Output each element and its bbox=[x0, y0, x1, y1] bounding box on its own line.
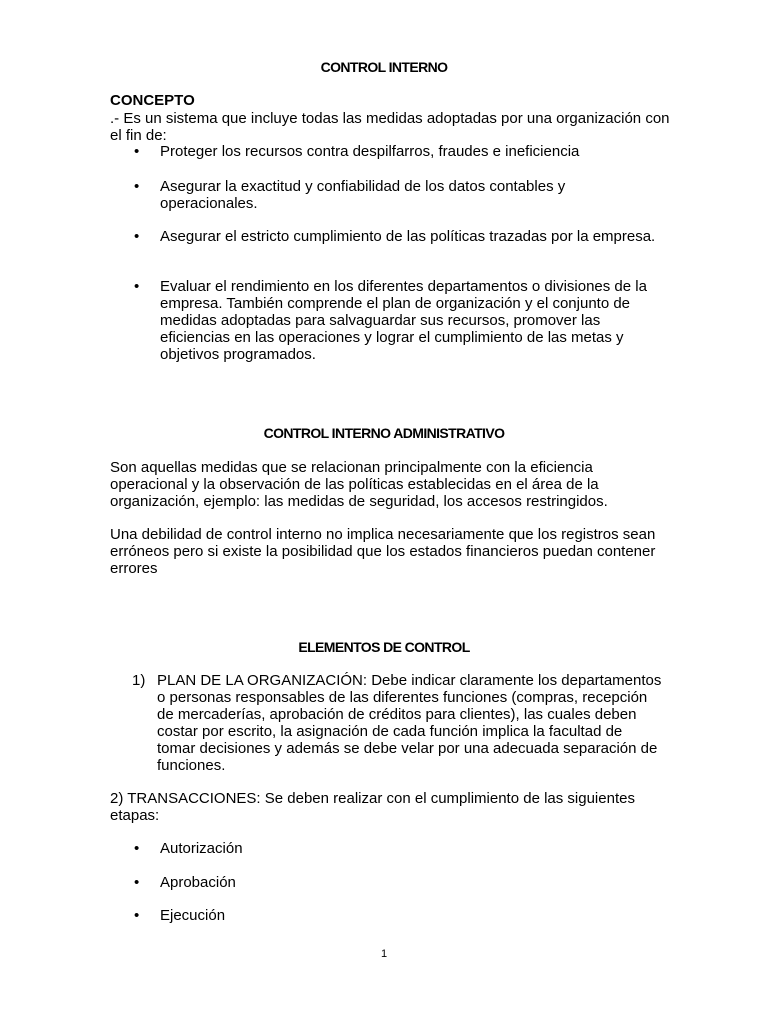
organization-plan-text: PLAN DE LA ORGANIZACIÓN: Debe indicar claramente los departamentos o personas responsables de las diferentes funciones (compras, recepción de mercaderías, aprobación de créditos para clientes), las cuales deben costar por escrito, la asignación de cada función implica la facultad de tomar decisiones y además se debe velar por una adecuada separación de funciones. bbox=[157, 672, 662, 774]
bullet-icon: • bbox=[134, 278, 140, 295]
bullet-icon: • bbox=[134, 907, 140, 924]
bullet-icon: • bbox=[134, 178, 140, 195]
concept-bullet-text: Evaluar el rendimiento en los diferentes departamentos o divisiones de la empresa. También comprende el plan de organización y el conjunto de medidas adoptadas para salvaguardar sus recursos, promover las eficiencias en las operaciones y lograr el cumplimiento de las metas y objetivos programados. bbox=[160, 278, 647, 363]
concept-bullet-text: Asegurar el estricto cumplimiento de las políticas trazadas por la empresa. bbox=[160, 228, 656, 245]
stage-text: Autorización bbox=[160, 840, 243, 857]
bullet-icon: • bbox=[134, 874, 140, 891]
document-title: CONTROL INTERNO bbox=[320, 59, 448, 75]
stage-text: Ejecución bbox=[160, 907, 226, 924]
concept-intro: .- Es un sistema que incluye todas las medidas adoptadas por una organización con el fin de: bbox=[110, 110, 670, 144]
item-number: 1) bbox=[132, 672, 146, 689]
admin-paragraph-1: Son aquellas medidas que se relacionan principalmente con la eficiencia operacional y la observación de las políticas establecidas en el área de la organización, ejemplo: las medidas de seguridad, los accesos restringidos. bbox=[110, 459, 608, 510]
page-number: 1 bbox=[380, 948, 388, 960]
stage-text: Aprobación bbox=[160, 874, 236, 891]
bullet-icon: • bbox=[134, 143, 140, 160]
bullet-icon: • bbox=[134, 228, 140, 245]
concept-bullet-text: Asegurar la exactitud y confiabilidad de los datos contables y operacionales. bbox=[160, 178, 566, 212]
concept-bullet-text: Proteger los recursos contra despilfarros, fraudes e ineficiencia bbox=[160, 143, 580, 160]
bullet-icon: • bbox=[134, 840, 140, 857]
concept-label: CONCEPTO bbox=[110, 92, 195, 109]
admin-paragraph-2: Una debilidad de control interno no implica necesariamente que los registros sean erróneos pero si existe la posibilidad que los estados financieros puedan contener errores bbox=[110, 526, 656, 577]
transactions-paragraph: 2) TRANSACCIONES: Se deben realizar con el cumplimiento de las siguientes etapas: bbox=[110, 790, 635, 824]
elements-section-heading: ELEMENTOS DE CONTROL bbox=[298, 639, 470, 655]
admin-section-heading: CONTROL INTERNO ADMINISTRATIVO bbox=[263, 425, 505, 441]
